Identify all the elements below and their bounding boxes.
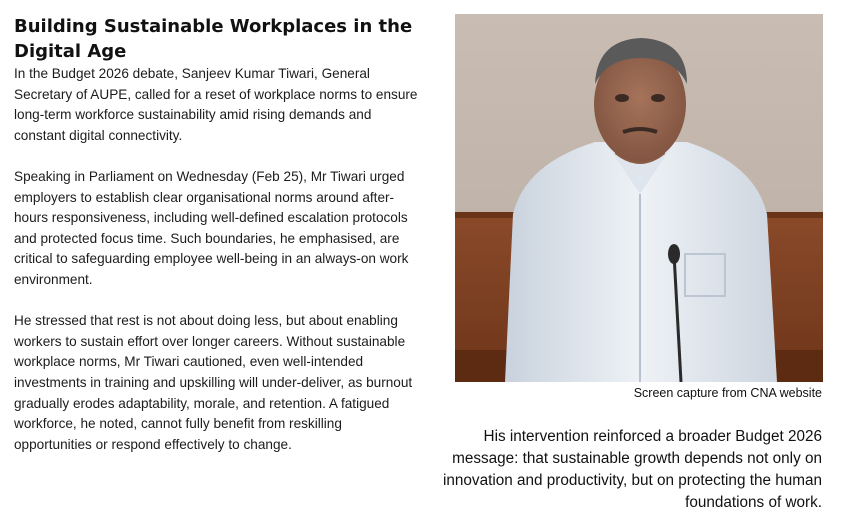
article-body xyxy=(14,64,418,476)
article-title: Building Sustainable Workplaces in the Digital Age xyxy=(14,16,413,62)
photo-caption: Screen capture from CNA website xyxy=(633,386,822,400)
paragraph: He stressed that rest is not about doing less, but about enabling workers to sustain effort over longer careers. Without sustainable workplace norms, Mr Tiwari cautioned, even well-intended investments in training and upskilling will under-deliver, as burnout gradually erodes adaptability, morale, and retention. A fatigued workforce, he noted, cannot fully benefit from reskilling opportunities or respond effectively to change. xyxy=(14,313,413,452)
speaker-photo xyxy=(455,14,823,382)
paragraph: Speaking in Parliament on Wednesday (Feb 25), Mr Tiwari urged employers to establish clear organisational norms around after-hours responsiveness, including well-defined escalation protocols and protected focus time. Such boundaries, he emphasised, are critical to safeguarding employee well-being in an always-on work environment. xyxy=(14,168,409,287)
paragraph: In the Budget 2026 debate, Sanjeev Kumar Tiwari, General Secretary of AUPE, called for a reset of workplace norms to ensure long-term workforce sustainability amid rising demands and constant digital connectivity. xyxy=(14,66,418,143)
closing-paragraph: His intervention reinforced a broader Budget 2026 message: that sustainable growth depends not only on innovation and productivity, but on protecting the human foundations of work. xyxy=(443,428,822,511)
